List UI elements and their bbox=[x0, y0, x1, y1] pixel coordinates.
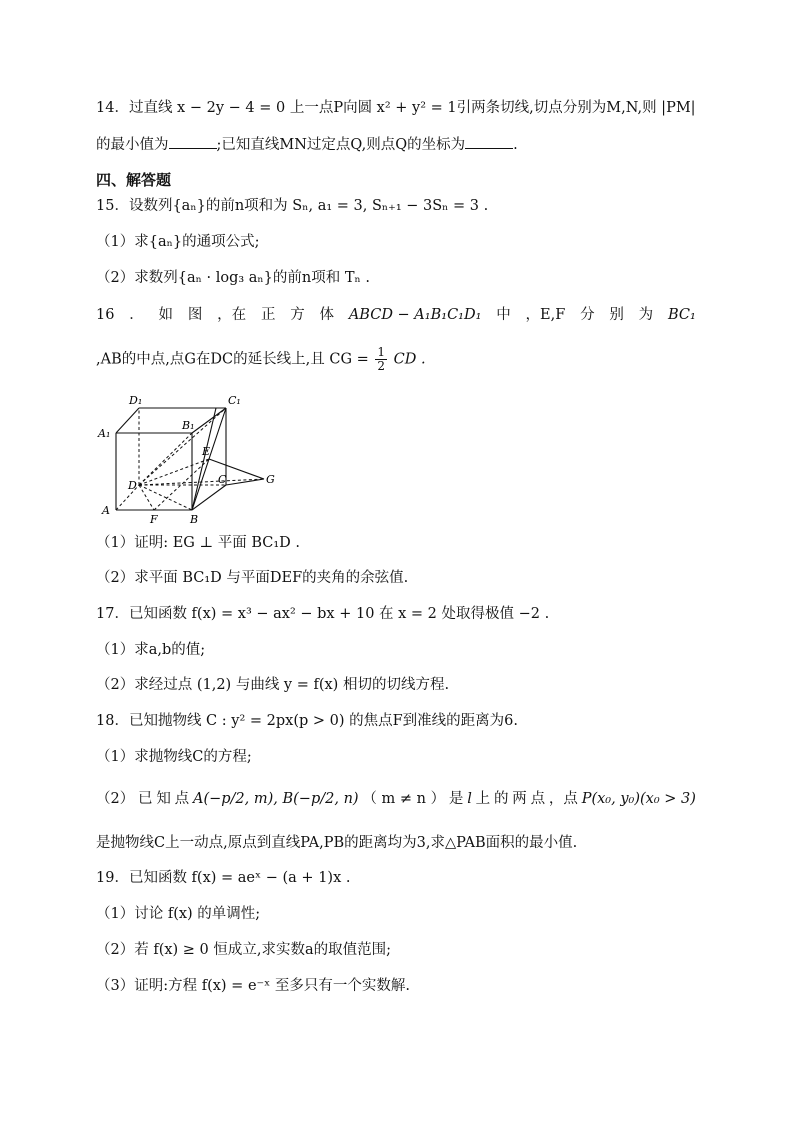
p18-part: 的 bbox=[493, 791, 509, 807]
p16-part: 体 bbox=[319, 307, 335, 323]
section-heading: 四、解答题 bbox=[96, 171, 172, 189]
p16-stem-line1 bbox=[96, 305, 696, 325]
p18-q2-line2: 是抛物线C上一动点,原点到直线PA,PB的距离均为3,求△PAB面积的最小值. bbox=[96, 835, 578, 851]
cube-figure bbox=[96, 393, 286, 528]
p18-q2-line1 bbox=[96, 789, 696, 809]
p18-part: （ m ≠ n ） bbox=[362, 791, 446, 807]
p16-part: 如 bbox=[158, 307, 174, 323]
p18-part: P(x₀, y₀)(x₀ > 3) bbox=[581, 791, 696, 807]
p18-part: 知 bbox=[156, 791, 171, 807]
frac-den: 2 bbox=[377, 359, 386, 373]
p16-q1: （1）证明: EG ⊥ 平面 BC₁D . bbox=[96, 535, 301, 551]
p18-stem: 18．已知抛物线 C : y² = 2px(p > 0) 的焦点F到准线的距离为6. bbox=[96, 713, 519, 729]
p15-stem: 15．设数列{aₙ}的前n项和为 Sₙ, a₁ = 3, Sₙ₊₁ − 3Sₙ = 3 . bbox=[96, 198, 489, 214]
p16-part: 中 bbox=[496, 307, 511, 323]
p15-q1: （1）求{aₙ}的通项公式; bbox=[96, 234, 260, 250]
p14-line2-b: ;已知直线MN过定点Q,则点Q的坐标为 bbox=[216, 137, 466, 153]
p16-part: 正 bbox=[260, 307, 276, 323]
p16-part: 分 bbox=[580, 307, 595, 323]
p14-line1: 14．过直线 x − 2y − 4 = 0 上一点P向圆 x² + y² = 1引两条切线,切点分别为M,N,则 |PM| bbox=[96, 100, 696, 116]
label-g: G bbox=[266, 473, 275, 486]
p16-q2: （2）求平面 BC₁D 与平面DEF的夹角的余弦值. bbox=[96, 570, 409, 586]
p16-part: ABCD − A₁B₁C₁D₁ bbox=[348, 307, 482, 323]
p16-part: BC₁ bbox=[667, 307, 696, 323]
p17-q2: （2）求经过点 (1,2) 与曲线 y = f(x) 相切的切线方程. bbox=[96, 677, 450, 693]
fraction-one-half bbox=[375, 346, 387, 373]
hidden-line-d-b bbox=[139, 485, 192, 510]
label-b: B bbox=[190, 513, 199, 526]
label-d: D bbox=[128, 479, 137, 492]
p16-line2-b: CD . bbox=[393, 351, 426, 368]
p18-part: 是 bbox=[448, 791, 464, 807]
p18-part: （2） bbox=[96, 791, 135, 807]
label-c: C bbox=[218, 473, 227, 486]
p18-part: 上 bbox=[475, 791, 491, 807]
p19-q3: （3）证明:方程 f(x) = e⁻ˣ 至多只有一个实数解. bbox=[96, 978, 411, 994]
p16-line2-a: ,AB的中点,点G在DC的延长线上,且 CG = bbox=[96, 351, 369, 368]
p14-line2 bbox=[96, 134, 518, 155]
edge-b1-c1 bbox=[192, 408, 226, 433]
p16-part: 16 bbox=[96, 307, 115, 323]
p17-q1: （1）求a,b的值; bbox=[96, 642, 206, 658]
p16-part: 为 bbox=[638, 307, 654, 323]
p16-part: 图 bbox=[187, 307, 203, 323]
p18-part: 两 bbox=[512, 791, 527, 807]
p16-part: 别 bbox=[609, 307, 624, 323]
hidden-line-d-b1 bbox=[139, 433, 192, 485]
label-f: F bbox=[150, 513, 158, 526]
label-e: E bbox=[202, 445, 211, 458]
p16-part: ，E,F bbox=[525, 307, 566, 323]
p18-part: 点 bbox=[174, 791, 190, 807]
p19-stem: 19．已知函数 f(x) = aeˣ − (a + 1)x . bbox=[96, 870, 351, 886]
p16-part: ． bbox=[129, 307, 144, 323]
p17-stem: 17．已知函数 f(x) = x³ − ax² − bx + 10 在 x = 2 处取得极值 −2 . bbox=[96, 606, 550, 622]
p18-part: 点 bbox=[530, 791, 546, 807]
label-a1: A₁ bbox=[98, 427, 111, 440]
p16-stem-line2 bbox=[96, 346, 426, 373]
p16-part: ，在 bbox=[217, 307, 247, 323]
label-d1: D₁ bbox=[129, 394, 143, 407]
frac-num: 1 bbox=[377, 345, 386, 359]
p18-part: ，点 bbox=[548, 791, 578, 807]
p18-part: 已 bbox=[138, 791, 153, 807]
p19-q1: （1）讨论 f(x) 的单调性; bbox=[96, 906, 261, 922]
label-c1: C₁ bbox=[228, 394, 241, 407]
answer-blank-2 bbox=[465, 134, 513, 149]
p19-q2: （2）若 f(x) ≥ 0 恒成立,求实数a的取值范围; bbox=[96, 942, 392, 958]
p16-part: 方 bbox=[290, 307, 305, 323]
label-b1: B₁ bbox=[182, 419, 195, 432]
edge-a1-d1 bbox=[116, 408, 139, 433]
p18-part: A(−p/2, m), B(−p/2, n) bbox=[192, 791, 359, 807]
p14-line2-a: 的最小值为 bbox=[96, 137, 169, 153]
p18-part: l bbox=[467, 791, 472, 807]
p15-q2: （2）求数列{aₙ · log₃ aₙ}的前n项和 Tₙ . bbox=[96, 270, 371, 286]
answer-blank-1 bbox=[169, 134, 217, 149]
p18-q1: （1）求抛物线C的方程; bbox=[96, 749, 252, 765]
p14-line2-c: . bbox=[513, 137, 518, 153]
label-a: A bbox=[102, 504, 110, 517]
